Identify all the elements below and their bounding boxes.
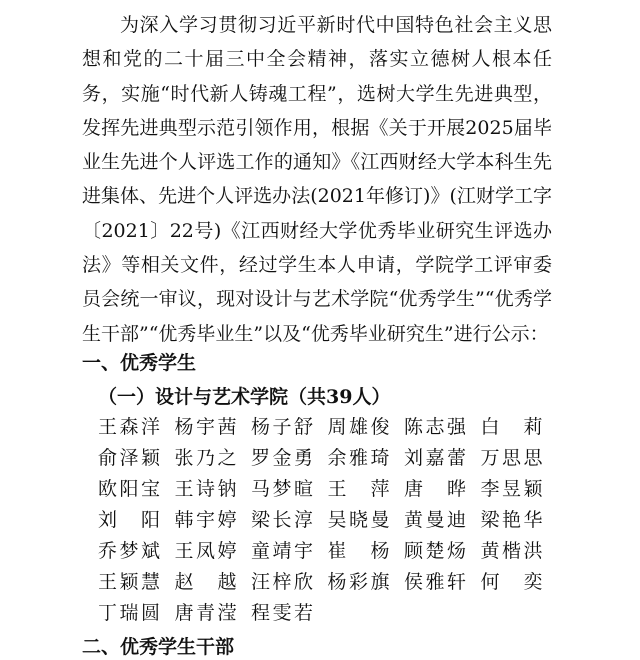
student-name: 汪 梓 欣 bbox=[251, 571, 313, 593]
student-name: 顾 楚 炀 bbox=[404, 540, 466, 562]
student-name: 周 雄 俊 bbox=[327, 416, 390, 438]
subsection-heading-design-art: （一）设计与艺术学院（共39人） bbox=[98, 386, 391, 408]
student-name: 余 雅 琦 bbox=[327, 447, 390, 469]
student-name-list bbox=[98, 414, 558, 631]
student-name: 程 雯 若 bbox=[251, 602, 313, 624]
student-name: 童 靖 宇 bbox=[251, 540, 313, 562]
student-name: 马 梦 暄 bbox=[251, 478, 313, 500]
student-name: 陈 志 强 bbox=[404, 416, 466, 438]
student-name: 王 森 洋 bbox=[98, 416, 160, 438]
student-name: 万 思 思 bbox=[480, 447, 543, 469]
student-name: 张 乃 之 bbox=[174, 447, 237, 469]
student-name: 崔 杨 bbox=[327, 540, 390, 562]
student-name: 杨 子 舒 bbox=[251, 416, 313, 438]
student-name: 欧 阳 宝 bbox=[98, 478, 160, 500]
student-name: 黄 楷 洪 bbox=[480, 540, 543, 562]
section-heading-outstanding-students: 一、优秀学生 bbox=[82, 352, 197, 374]
student-name: 韩 宇 婷 bbox=[174, 509, 237, 531]
student-name: 黄 曼 迪 bbox=[404, 509, 466, 531]
student-name: 唐 晔 bbox=[404, 478, 466, 500]
student-name: 侯 雅 轩 bbox=[404, 571, 466, 593]
student-name: 罗 金 勇 bbox=[251, 447, 313, 469]
student-name: 俞 泽 颖 bbox=[98, 447, 160, 469]
student-name: 王 颖 慧 bbox=[98, 571, 160, 593]
student-name: 丁 瑞 圆 bbox=[98, 602, 160, 624]
student-name: 李 昱 颖 bbox=[480, 478, 543, 500]
intro-paragraph: 为深入学习贯彻习近平新时代中国特色社会主义思想和党的二十届三中全会精神，落实立德树人根本任务，实施“时代新人铸魂工程”，选树大学生先进典型，发挥先进典型示范引领作用，根据《关于开展2025届毕业生先进个人评选工作的通知》《江西财经大学本科生先进集体、先进个人评选办法(2021年修订)》(江财学工字〔2021〕22号)《江西财经大学优秀毕业研究生评选办法》等相关文件，经过学生本人申请，学院学工评审委员会统一审议，现对设计与艺术学院“优秀学生”“优秀学生干部”“优秀毕业生”以及“优秀毕业研究生”进行公示： bbox=[82, 14, 552, 345]
student-name: 刘 阳 bbox=[98, 509, 160, 531]
student-name: 唐 青 滢 bbox=[174, 602, 237, 624]
student-name: 王 凤 婷 bbox=[174, 540, 237, 562]
student-name: 赵 越 bbox=[174, 571, 237, 593]
student-name: 吴 晓 曼 bbox=[327, 509, 390, 531]
student-name: 梁 艳 华 bbox=[480, 509, 543, 531]
section-heading-outstanding-cadres: 二、优秀学生干部 bbox=[82, 636, 235, 658]
student-name: 何 奕 bbox=[480, 571, 543, 593]
student-name: 杨 宇 茜 bbox=[174, 416, 237, 438]
student-name: 刘 嘉 蕾 bbox=[404, 447, 466, 469]
student-name: 白 莉 bbox=[480, 416, 543, 438]
student-name: 王 诗 钠 bbox=[174, 478, 237, 500]
student-name: 乔 梦 斌 bbox=[98, 540, 160, 562]
student-name: 杨 彩 旗 bbox=[327, 571, 390, 593]
student-name: 梁 长 淳 bbox=[251, 509, 313, 531]
student-name: 王 萍 bbox=[327, 478, 390, 500]
